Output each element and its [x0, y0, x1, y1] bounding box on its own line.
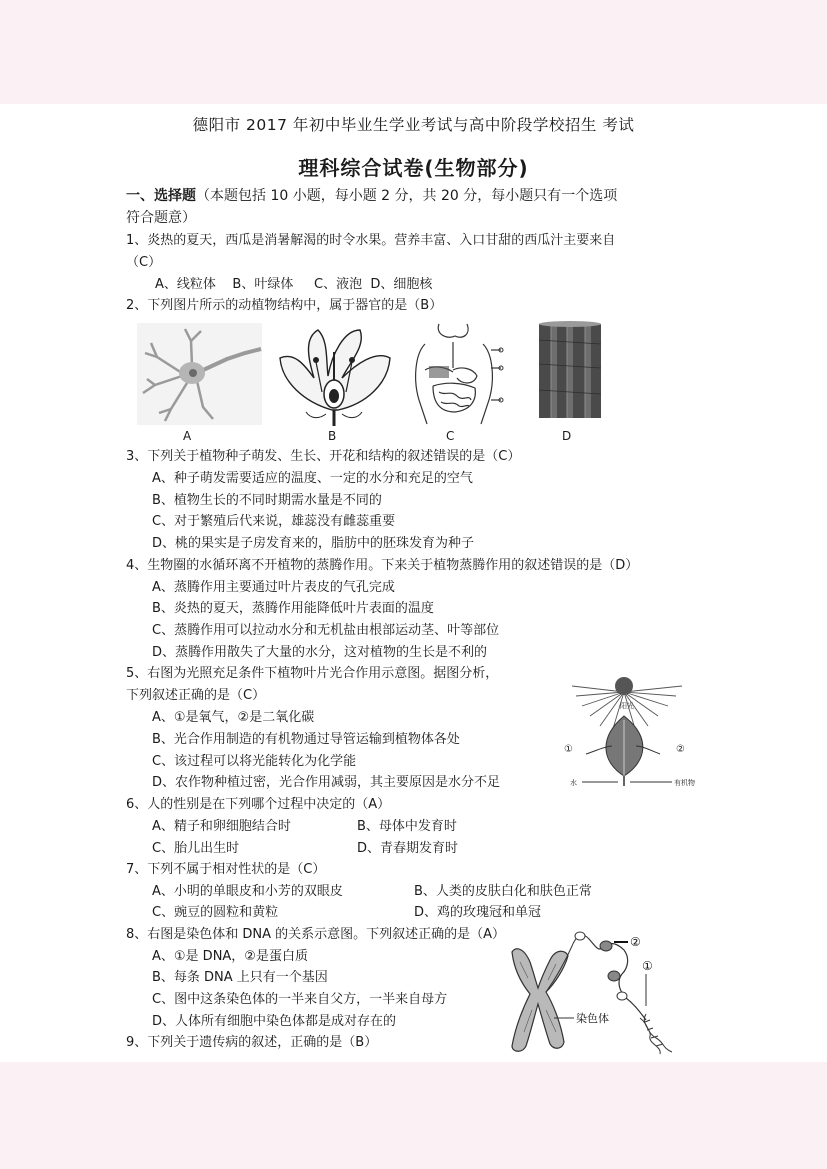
q2-figure-d-muscle-tissue	[533, 320, 607, 422]
section-intro-line2: 符合题意）	[126, 210, 196, 226]
q4-option-b: B、炎热的夏天，蒸腾作用能降低叶片表面的温度	[152, 601, 434, 616]
q3-option-a: A、种子萌发需要适应的温度、一定的水分和充足的空气	[152, 471, 473, 486]
q5-stem: 5、右图为光照充足条件下植物叶片光合作用示意图。据图分析，	[126, 666, 499, 681]
q5-fig-sun-label: 阳光	[620, 702, 634, 710]
q2-label-b: B	[328, 429, 337, 443]
q5-fig-label-1: ①	[564, 744, 573, 755]
q2-label-d: D	[562, 429, 572, 443]
exam-title: 德阳市 2017 年初中毕业生学业考试与高中阶段学校招生 考试	[192, 116, 635, 134]
q8-option-d: D、人体所有细胞中染色体都是成对存在的	[152, 1014, 397, 1029]
q8-figure-chromosome-dna	[490, 922, 695, 1062]
q6-option-b: B、母体中发育时	[357, 819, 457, 834]
q5-option-b: B、光合作用制造的有机物通过导管运输到植物体各处	[152, 732, 460, 747]
section-intro	[126, 188, 617, 204]
q9-stem: 9、下列关于遗传病的叙述，正确的是（B）	[126, 1035, 378, 1050]
q2-figure-a-neuron	[137, 323, 262, 425]
q4-stem: 4、生物圈的水循环离不开植物的蒸腾作用。下来关于植物蒸腾作用的叙述错误的是（D）	[126, 558, 639, 573]
q8-fig-chromosome-label: 染色体	[576, 1012, 609, 1025]
q8-option-a: A、①是 DNA，②是蛋白质	[152, 949, 308, 964]
q1-options: A、线粒体 B、叶绿体 C、液泡 D、细胞核	[155, 277, 433, 292]
q6-stem: 6、人的性别是在下列哪个过程中决定的（A）	[126, 797, 391, 812]
page-top-shading	[0, 0, 827, 104]
q1-stem-answer: （C）	[126, 255, 162, 270]
q4-option-d: D、蒸腾作用散失了大量的水分，这对植物的生长是不利的	[152, 645, 488, 660]
q8-stem: 8、右图是染色体和 DNA 的关系示意图。下列叙述正确的是（A）	[126, 927, 506, 942]
q7-option-d: D、鸡的玫瑰冠和单冠	[414, 905, 542, 920]
q2-label-a: A	[183, 429, 192, 443]
page-bottom-shading	[0, 1062, 827, 1169]
q5-figure-leaf-photosynthesis	[562, 672, 695, 792]
q1-stem: 1、炎热的夏天，西瓜是消暑解渴的时令水果。营养丰富、入口甘甜的西瓜汁主要来自	[126, 233, 616, 248]
q6-option-a: A、精子和卵细胞结合时	[152, 819, 291, 834]
q2-label-c: C	[446, 429, 455, 443]
q7-stem: 7、下列不属于相对性状的是（C）	[126, 862, 326, 877]
q7-option-c: C、豌豆的圆粒和黄粒	[152, 905, 279, 920]
section-intro-text: （本题包括 10 小题，每小题 2 分，共 20 分，每小题只有一个选项	[196, 188, 618, 204]
section-heading: 一、选择题	[126, 188, 196, 204]
q5-option-c: C、该过程可以将光能转化为化学能	[152, 754, 357, 769]
q5-fig-water-label: 水	[570, 779, 577, 787]
q2-figure-b-flower	[274, 322, 396, 428]
q5-fig-organic-label: 有机物	[674, 779, 695, 787]
q7-option-b: B、人类的皮肤白化和肤色正常	[414, 884, 592, 899]
q3-option-c: C、对于繁殖后代来说，雄蕊没有雌蕊重要	[152, 514, 396, 529]
q7-option-a: A、小明的单眼皮和小芳的双眼皮	[152, 884, 343, 899]
q3-stem: 3、下列关于植物种子萌发、生长、开花和结构的叙述错误的是（C）	[126, 449, 521, 464]
q3-option-b: B、植物生长的不同时期需水量是不同的	[152, 493, 382, 508]
q5-stem-line2: 下列叙述正确的是（C）	[126, 688, 266, 703]
q4-option-c: C、蒸腾作用可以拉动水分和无机盐由根部运动茎、叶等部位	[152, 623, 500, 638]
q6-option-c: C、胎儿出生时	[152, 841, 240, 856]
q6-option-d: D、青春期发育时	[357, 841, 459, 856]
q2-figure-c-digestive-system	[405, 320, 505, 426]
q4-option-a: A、蒸腾作用主要通过叶片表皮的气孔完成	[152, 580, 395, 595]
q2-stem: 2、下列图片所示的动植物结构中，属于器官的是（B）	[126, 298, 443, 313]
paper-subtitle: 理科综合试卷(生物部分)	[298, 156, 529, 180]
q5-fig-label-2: ②	[676, 744, 685, 755]
q8-fig-label-1: ①	[642, 959, 653, 973]
q8-option-c: C、图中这条染色体的一半来自父方，一半来自母方	[152, 992, 448, 1007]
q5-option-a: A、①是氧气，②是二氧化碳	[152, 710, 315, 725]
q3-option-d: D、桃的果实是子房发育来的，脂肪中的胚珠发育为种子	[152, 536, 475, 551]
q8-option-b: B、每条 DNA 上只有一个基因	[152, 970, 328, 985]
q5-option-d: D、农作物种植过密，光合作用减弱，其主要原因是水分不足	[152, 775, 501, 790]
q8-fig-label-2: ②	[630, 935, 641, 949]
